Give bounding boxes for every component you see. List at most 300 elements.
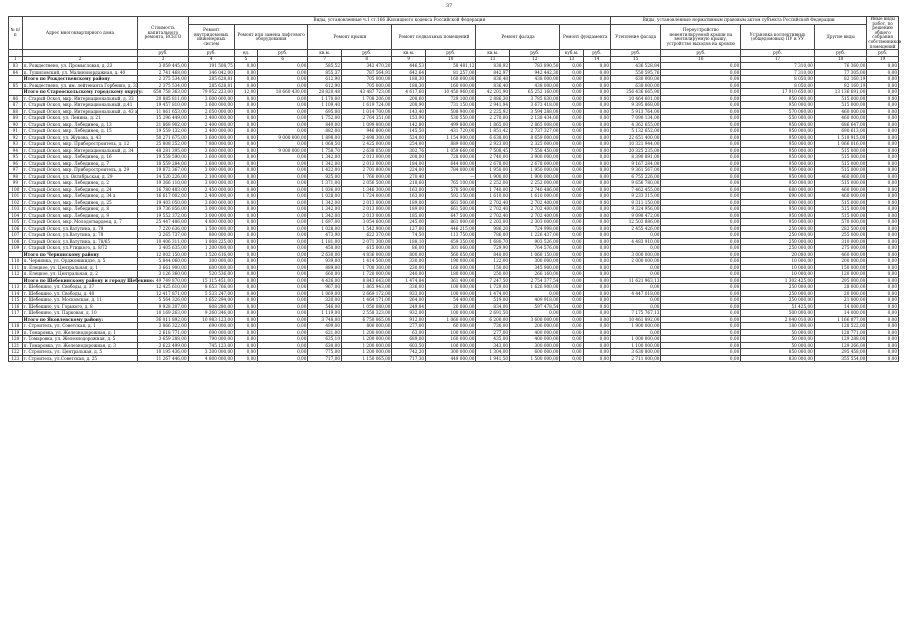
value-cell: 950 000,00 [741,121,815,128]
value-cell: 1 346 300,00 [342,186,392,193]
value-cell: 0,00 [234,310,257,317]
value-cell: 0,00 [583,95,610,102]
value-cell: 20 000,00 [426,303,476,310]
row-number-cell: 104 [9,212,23,219]
value-cell: 0,00 [257,349,307,356]
value-cell: 0,00 [661,69,741,76]
address-cell: Итого по Рождественскому району [22,76,138,83]
value-cell: 6 755 226,00 [610,173,660,180]
unit-cell: руб. [426,50,476,57]
value-cell: 0,00 [560,219,583,226]
value-cell: 0,00 [583,141,610,148]
value-cell: 10 000,00 [741,264,815,271]
value-cell: 2 400 000,00 [188,128,234,135]
value-cell: 16 780 483,00 [138,186,188,193]
value-cell: 2 050 000,00 [188,108,234,115]
value-cell: 0,00 [583,264,610,271]
value-cell: 2 764 351,00 [342,115,392,122]
value-cell: 63,00 [392,329,426,336]
value-cell: 0,00 [867,212,899,219]
value-cell: 0,00 [560,323,583,330]
row-number-cell: 105 [9,219,23,226]
value-cell: 0,00 [867,349,899,356]
value-cell: 9 324 956,00 [610,206,660,213]
value-cell: 342 470,20 [342,63,392,70]
row-number-cell: 117 [9,310,23,317]
column-number-cell: 13 [560,56,583,63]
value-cell: 0,00 [257,225,307,232]
value-cell: 3 000 000,00 [188,206,234,213]
value-cell: 644 000,00 [426,160,476,167]
value-cell: 717,30 [392,355,426,362]
value-cell: 0,00 [661,115,741,122]
value-cell: 42 201,90 [476,89,510,96]
value-cell: 1 028,00 [308,225,342,232]
column-number-cell: 1 [9,56,23,63]
value-cell: 255 000,00 [814,232,867,239]
value-cell: 249,84 [392,303,426,310]
value-cell: 0,00 [560,277,583,284]
value-cell: 0,00 [560,108,583,115]
value-cell: 855,37 [308,69,342,76]
value-cell: 0,00 [234,271,257,278]
value-cell: 2 630,00 [308,251,342,258]
value-cell: 2 702 400,00 [510,206,560,213]
value-cell: 9 233 315,00 [610,193,660,200]
value-cell: 0,00 [867,180,899,187]
value-cell: 0,00 [661,310,741,317]
value-cell: 256 436 665,90 [610,89,660,96]
value-cell: 659 350,00 [426,238,476,245]
value-cell: 0,00 [234,180,257,187]
value-cell: 0,00 [661,141,741,148]
value-cell: 1 900 000,00 [610,323,660,330]
value-cell: 1 050 080,00 [342,303,392,310]
value-cell: 0,00 [583,323,610,330]
value-cell: 336,00 [392,284,426,291]
value-cell: 11 621 963,13 [610,277,660,284]
address-cell: г. Старый Оскол, мкр. Приборостроитель, д. 29 [22,167,138,174]
value-cell: 10 464 601,00 [610,95,660,102]
value-cell: 3 600 000,00 [188,160,234,167]
value-cell: 0,00 [257,284,307,291]
value-cell: 0,00 [234,102,257,109]
value-cell: 515 000,00 [814,95,867,102]
value-cell: 10 983 123,00 [188,316,234,323]
value-cell: 0,00 [610,329,660,336]
value-cell: 436 528,84 [610,63,660,70]
value-cell: 0,00 [867,303,899,310]
value-cell: 0,00 [867,329,899,336]
value-cell: 160 000,00 [426,76,476,83]
unit-cell: руб. [610,50,660,57]
value-cell: 0,00 [234,238,257,245]
address-cell: г. Старый Оскол, мкр. Лебединец, д. 2 [22,180,138,187]
value-cell: 5 533 247,00 [188,290,234,297]
value-cell: 0,00 [661,225,741,232]
value-cell: 1 068 150,00 [510,251,560,258]
value-cell: 950 000,00 [741,160,815,167]
value-cell: 60 000,00 [426,323,476,330]
value-cell: 0,00 [234,115,257,122]
value-cell: 0,00 [510,290,560,297]
value-cell: 142,80 [392,121,426,128]
value-cell: 54 400,00 [426,297,476,304]
value-cell: 2 013 000,00 [342,206,392,213]
unit-cell: руб. [741,50,815,57]
value-cell: 524,00 [392,134,426,141]
value-cell: 3 748,00 [308,316,342,323]
value-cell: 690 613,00 [814,128,867,135]
value-cell: 2 691,50 [476,310,510,317]
value-cell: 1 304,00 [476,349,510,356]
value-cell: 0,00 [234,147,257,154]
value-cell: 630 000,00 [610,76,660,83]
value-cell: 438 000,00 [510,82,560,89]
value-cell: 19 872 367,00 [138,167,188,174]
value-cell: 0,00 [867,310,899,317]
value-cell: 435,00 [476,336,510,343]
value-cell: 7 175 767,13 [610,310,660,317]
value-cell: 250 000,00 [741,297,815,304]
value-cell: 0,00 [867,167,899,174]
value-cell: 728 000,00 [426,154,476,161]
value-cell: 0,00 [867,290,899,297]
value-cell: 1 181,00 [308,238,342,245]
value-cell: 0,00 [661,180,741,187]
value-cell: 7 508,45 [476,147,510,154]
col-header-roof: Ремонт крыши [308,25,392,50]
value-cell: 0,00 [583,303,610,310]
value-cell: 0,00 [867,82,899,89]
value-cell: 950 000,00 [741,219,815,226]
value-cell: 0,00 [583,232,610,239]
value-cell: 0,00 [257,63,307,70]
value-cell: 0,00 [661,108,741,115]
address-cell: Итого по Старооскольскому городскому округу: [23,89,143,95]
value-cell: 808 280,00 [188,303,234,310]
value-cell: 7 310,00 [741,63,815,70]
row-number-cell: 87 [9,102,23,109]
value-cell: 3 630 800,00 [610,349,660,356]
value-cell: 550 595,76 [610,69,660,76]
row-number-cell: 86 [9,95,23,102]
value-cell: 0,00 [560,329,583,336]
value-cell: 621,00 [308,329,342,336]
value-cell: 2 400 000,00 [188,193,234,200]
value-cell: 690 000,00 [188,323,234,330]
value-cell: 0,00 [560,147,583,154]
value-cell: 0,00 [234,128,257,135]
value-cell: 0,00 [234,193,257,200]
value-cell: 603,50 [392,342,426,349]
value-cell: 3 600 000,00 [188,199,234,206]
value-cell: 0,00 [560,212,583,219]
value-cell: 0,00 [867,258,899,265]
value-cell: 100 000,00 [426,342,476,349]
value-cell: 0,00 [257,219,307,226]
value-cell: 473,90 [308,232,342,239]
address-cell: г. Старый Оскол, мкр. Лебединец, д. 24 [22,186,138,193]
value-cell: 82 160,19 [814,82,867,89]
capital-repair-table [8,16,902,362]
address-cell: г. Старый Оскол, мкр. Интернациональный, д. 33 [22,95,138,102]
value-cell: 0,00 [661,342,741,349]
value-cell: 11 861 653,00 [138,108,188,115]
value-cell: 15 115 451,00 [188,277,234,284]
row-number-cell: 121 [9,342,23,349]
value-cell: 585,52 [308,63,342,70]
address-cell: г. Старый Оскол, мкр. Интернациональный, д. 43 а [23,108,138,114]
value-cell: 355 554,00 [814,355,867,362]
value-cell: 6 638,00 [476,134,510,141]
row-number-cell: 95 [9,154,23,161]
value-cell: 1 865 943,00 [342,284,392,291]
value-cell: 0,00 [234,167,257,174]
value-cell: 0,00 [257,128,307,135]
value-cell: 1 950,00 [476,167,510,174]
value-cell: 1 626 900,00 [510,284,560,291]
unit-cell: руб. [661,50,741,57]
value-cell: 499 800,00 [426,121,476,128]
value-cell: 250 000,00 [741,290,815,297]
value-cell: 20 000,00 [814,290,867,297]
value-cell: 160 000,00 [426,336,476,343]
address-cell: г. Старый Оскол, мкр. Молодогвардеец, д. 7 [22,219,138,226]
value-cell: 346 042,00 [188,69,234,76]
address-cell: г. Шебекино, ул. Свободы, д. 48 [22,290,138,297]
value-cell: 3 673 418,00 [510,102,560,109]
value-cell: 0,00 [234,108,257,115]
row-number-cell: 123 [9,355,23,362]
value-cell: 0,00 [560,180,583,187]
value-cell: 731 150,00 [426,102,476,109]
row-number-cell: 110 [9,258,23,265]
value-cell: 0,00 [257,323,307,330]
value-cell: 2 702,40 [476,206,510,213]
value-cell: 530 550,00 [426,115,476,122]
value-cell: 0,00 [560,355,583,362]
value-cell: 0,00 [661,349,741,356]
value-cell: 19 366 110,00 [138,180,188,187]
value-cell: 0,00 [234,329,257,336]
value-cell: 3 000 000,00 [188,167,234,174]
value-cell: 0,00 [560,102,583,109]
value-cell: 153,90 [392,115,426,122]
row-number-cell: 118 [9,323,23,330]
value-cell: 208,90 [392,102,426,109]
address-cell: г. Старый Оскол, мкр. Интернациональный, д.41 [22,102,138,109]
col-header-foundation: Ремонт фундамента [560,25,611,50]
value-cell: 8 050,00 [741,76,815,83]
value-cell: 400 000,00 [510,329,560,336]
value-cell: 19 403 050,00 [138,199,188,206]
value-cell: 0,00 [583,121,610,128]
value-cell: 950 000,00 [741,173,815,180]
value-cell: 950 000,00 [741,154,815,161]
value-cell: 180 000,00 [426,271,476,278]
value-cell: 950 000,00 [741,128,815,135]
value-cell: 10 000,00 [741,258,815,265]
address-cell: г. Строитель, ул.Советская, д. 25 [22,355,138,362]
value-cell: 932,00 [392,310,426,317]
column-number-cell: 19 [867,56,899,63]
value-cell: 1 166 877,00 [814,316,867,323]
value-cell: 9 656 780,00 [610,180,660,187]
row-number-cell: 114 [9,290,23,297]
address-cell: г. Старый Оскол, ул. Жукова, д. 43 [22,134,138,141]
value-cell: 642,64 [392,69,426,76]
value-cell: 0,00 [867,160,899,167]
value-cell: 0,00 [257,316,307,323]
value-cell: 0,00 [560,95,583,102]
value-cell: 0,00 [257,141,307,148]
value-cell: 0,00 [583,290,610,297]
value-cell: 0,00 [234,355,257,362]
value-cell: 0,00 [867,245,899,252]
value-cell: 1 200 000,00 [342,336,392,343]
value-cell: 0,00 [867,264,899,271]
value-cell: 2 303 000,00 [510,219,560,226]
value-cell: 0,00 [257,310,307,317]
value-cell: 1 342,00 [308,212,342,219]
value-cell: 1 700 300,00 [342,264,392,271]
value-cell: 190 000,00 [426,258,476,265]
value-cell: 0,00 [257,251,307,258]
value-cell: 22 651 400,00 [610,134,660,141]
value-cell: 0,00 [560,290,583,297]
value-cell: 15 296 449,00 [138,115,188,122]
row-number-cell: 116 [9,303,23,310]
value-cell: 0,00 [257,154,307,161]
value-cell: 515 000,00 [814,102,867,109]
value-cell: 0,00 [867,342,899,349]
value-cell: 264,00 [392,297,426,304]
value-cell: 0,00 [560,245,583,252]
value-cell: 19 552 372,00 [138,212,188,219]
value-cell: 0,00 [583,167,610,174]
value-cell: 16 617 002,00 [138,193,188,200]
value-cell: 43 487 723,00 [342,89,392,96]
value-cell: 1 500 000,00 [188,225,234,232]
address-cell: г. Старый Оскол, мкр. Лебединец, д. 9 [22,212,138,219]
value-cell: 0,00 [583,225,610,232]
value-cell: 2 203,00 [476,219,510,226]
value-cell: 1 652 294,00 [188,297,234,304]
value-cell: 0,00 [583,186,610,193]
value-cell: 0,00 [661,303,741,310]
value-cell: 0,00 [661,63,741,70]
value-cell: 570 500,00 [426,186,476,193]
value-cell: 0,00 [661,95,741,102]
value-cell: 8 050,00 [741,82,815,89]
value-cell: 950 000,00 [741,141,815,148]
column-number-cell: 6 [257,56,307,63]
value-cell: 13 136 691,00 [814,89,867,96]
value-cell: 0,00 [661,147,741,154]
row-number-cell: 94 [9,147,23,154]
page-number: 37 [446,3,453,9]
value-cell: 2 865 008,00 [510,121,560,128]
value-cell: 0,00 [234,336,257,343]
value-cell: 2 702,40 [476,199,510,206]
value-cell: 0,00 [257,264,307,271]
value-cell: 1 036,00 [308,186,342,193]
value-cell: 2 100 000,00 [188,173,234,180]
unit-cell: руб. [867,50,899,57]
value-cell: 0,00 [234,173,257,180]
value-cell: 0,00 [583,251,610,258]
unit-cell: руб. [583,50,610,57]
value-cell: 7 310,00 [741,69,815,76]
value-cell: 1 724 000,00 [342,193,392,200]
value-cell: 0,00 [867,63,899,70]
value-cell: 0,00 [661,238,741,245]
value-cell: 1 342,00 [308,199,342,206]
value-cell: 903 526,00 [510,238,560,245]
value-cell: 2 923,00 [476,141,510,148]
value-cell: 0,00 [583,271,610,278]
value-cell: 1 697,00 [308,219,342,226]
value-cell: 0,00 [257,245,307,252]
value-cell: 9 098 472,00 [610,212,660,219]
address-cell: г. Строитель, ул. Центральная, д. 5 [22,349,138,356]
col-header-no: № п/п [9,17,23,50]
value-cell: 0,00 [867,323,899,330]
address-cell: г. Старый Оскол, ул. Октябрьская, д. 29 [22,173,138,180]
address-cell: п. Чернянка, ул. Орджоникидзе, д. 5 [22,258,138,265]
value-cell: 2 702 400,00 [510,199,560,206]
value-cell: 150 000,00 [814,264,867,271]
value-cell: 630,00 [308,342,342,349]
value-cell: 861 000,00 [426,219,476,226]
value-cell: 188,30 [392,76,426,83]
value-cell: 1 150 065,00 [342,355,392,362]
value-cell: 250 000,00 [741,232,815,239]
address-cell: г. Старый Оскол, мкр. Лебединец, д. 25 [22,199,138,206]
value-cell: 0,00 [867,108,899,115]
value-cell: 128 522,00 [814,323,867,330]
value-cell: 0,00 [234,95,257,102]
value-cell: 560 050,00 [426,251,476,258]
value-cell: 250 000,00 [741,225,815,232]
value-cell: 0,00 [234,303,257,310]
value-cell: 0,00 [257,238,307,245]
value-cell: 2 252,00 [476,180,510,187]
value-cell: 460 000,00 [814,193,867,200]
value-cell: 783 890,50 [510,63,560,70]
value-cell: 0,00 [661,323,741,330]
group-header-regional: Виды, установленные нормативным правовым актом субъекта Российской Федерации [610,17,866,25]
value-cell: 0,00 [867,284,899,291]
value-cell: 729 100,00 [426,95,476,102]
value-cell: 0,00 [560,134,583,141]
value-cell: 1 500 000,00 [510,355,560,362]
value-cell: 1 941,50 [476,355,510,362]
value-cell: 0,00 [583,316,610,323]
value-cell: 300 000,00 [510,258,560,265]
value-cell: 0,00 [234,63,257,70]
row-number-cell: 122 [9,349,23,356]
value-cell: 0,00 [583,238,610,245]
address-cell: п. Рождествено, ул. им. лейтенанта Горбенко, д. 33 [23,82,139,88]
value-cell: 764 576,00 [510,245,560,252]
value-cell: 0,00 [560,316,583,323]
value-cell: 0,00 [560,232,583,239]
value-cell: 0,00 [560,225,583,232]
value-cell: 2 325 000,00 [510,141,560,148]
value-cell: 0,00 [661,206,741,213]
